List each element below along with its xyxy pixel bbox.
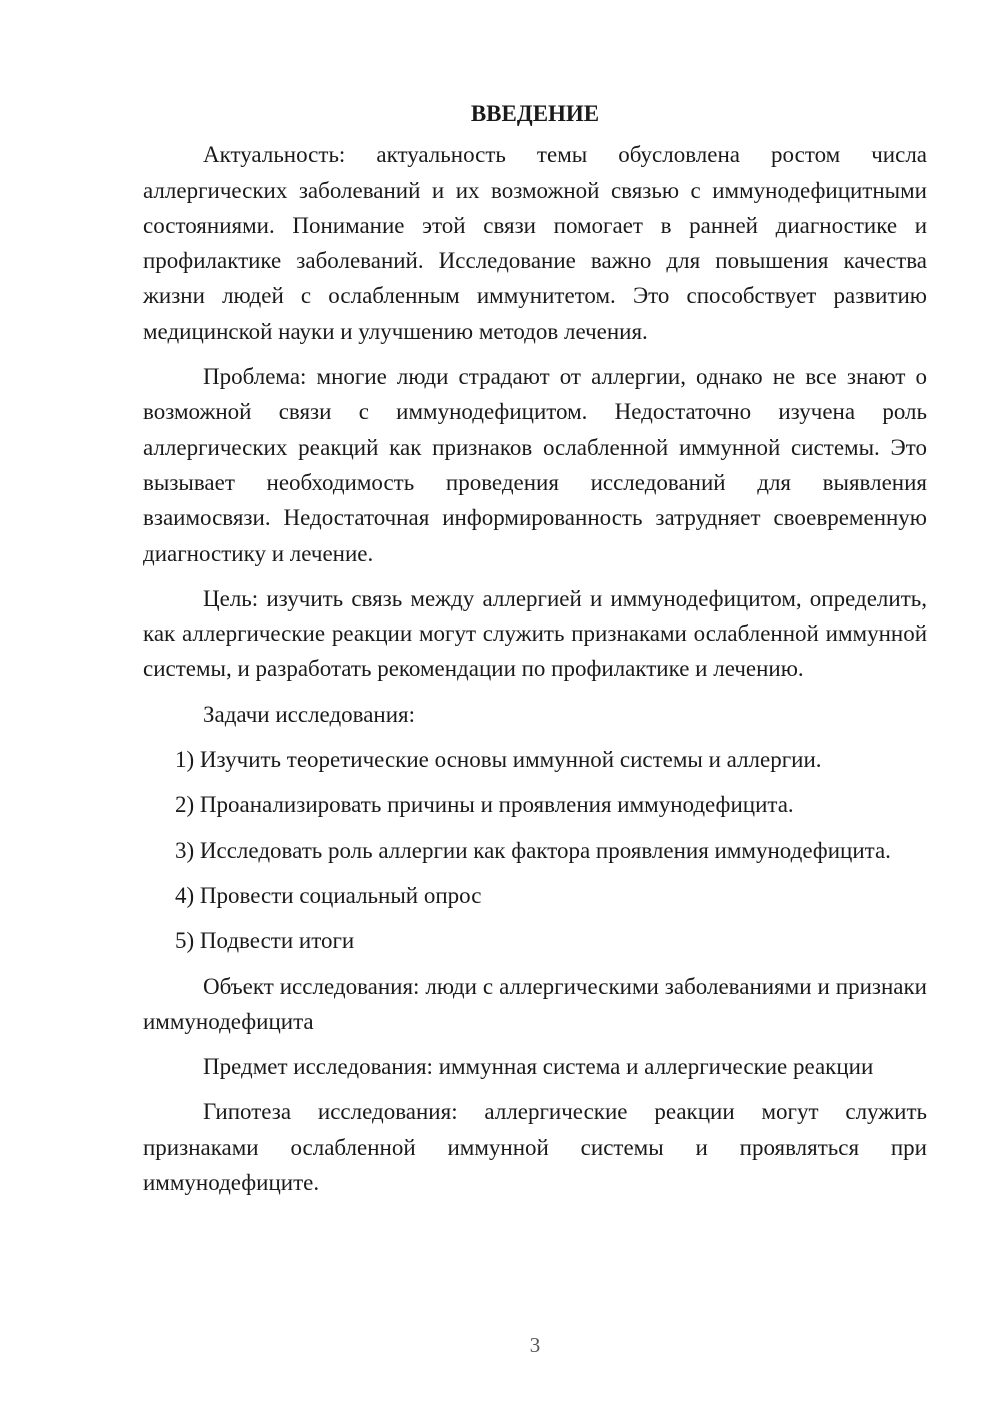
page-number: 3 bbox=[529, 1333, 541, 1357]
document-page bbox=[143, 96, 927, 1210]
task-item-2: 2) Проанализировать причины и проявления иммунодефицита. bbox=[175, 792, 794, 818]
paragraph-subject: Предмет исследования: иммунная система и аллергические реакции bbox=[203, 1054, 874, 1080]
task-item-4: 4) Провести социальный опрос bbox=[175, 882, 482, 908]
task-item-3: 3) Исследовать роль аллергии как фактора проявления иммунодефицита. bbox=[175, 837, 891, 863]
task-item-1: 1) Изучить теоретические основы иммунной системы и аллергии. bbox=[175, 747, 822, 773]
paragraph-object: Объект исследования: люди с аллергическими заболеваниями и признаки иммунодефицита bbox=[143, 973, 927, 1034]
task-item-5: 5) Подвести итоги bbox=[175, 928, 355, 954]
paragraph-problem: Проблема: многие люди страдают от аллергии, однако не все знают о возможной связи с иммунодефицитом. Недостаточно изучена роль аллергических реакций как признаков ослабленной иммунной системы. Это вызывает необходимость проведения исследований для выявления взаимосвязи. Недостаточная информированность затрудняет своевременную диагностику и лечение. bbox=[143, 364, 927, 566]
paragraph-relevance: Актуальность: актуальность темы обусловлена ростом числа аллергических заболеваний и их возможной связью с иммунодефицитными состояниями. Понимание этой связи помогает в ранней диагностике и профилактике заболеваний. Исследование важно для повышения качества жизни людей с ослабленным иммунитетом. Это способствует развитию медицинской науки и улучшению методов лечения. bbox=[143, 142, 927, 344]
paragraph-hypothesis: Гипотеза исследования: аллергические реакции могут служить признаками ослабленной иммунной системы и проявляться при иммунодефиците. bbox=[143, 1099, 927, 1196]
section-title: ВВЕДЕНИЕ bbox=[470, 101, 600, 126]
paragraph-tasks-heading: Задачи исследования: bbox=[203, 701, 416, 727]
paragraph-goal: Цель: изучить связь между аллергией и иммунодефицитом, определить, как аллергические реакции могут служить признаками ослабленной иммунной системы, и разработать рекомендации по профилактике и лечению. bbox=[143, 585, 927, 682]
